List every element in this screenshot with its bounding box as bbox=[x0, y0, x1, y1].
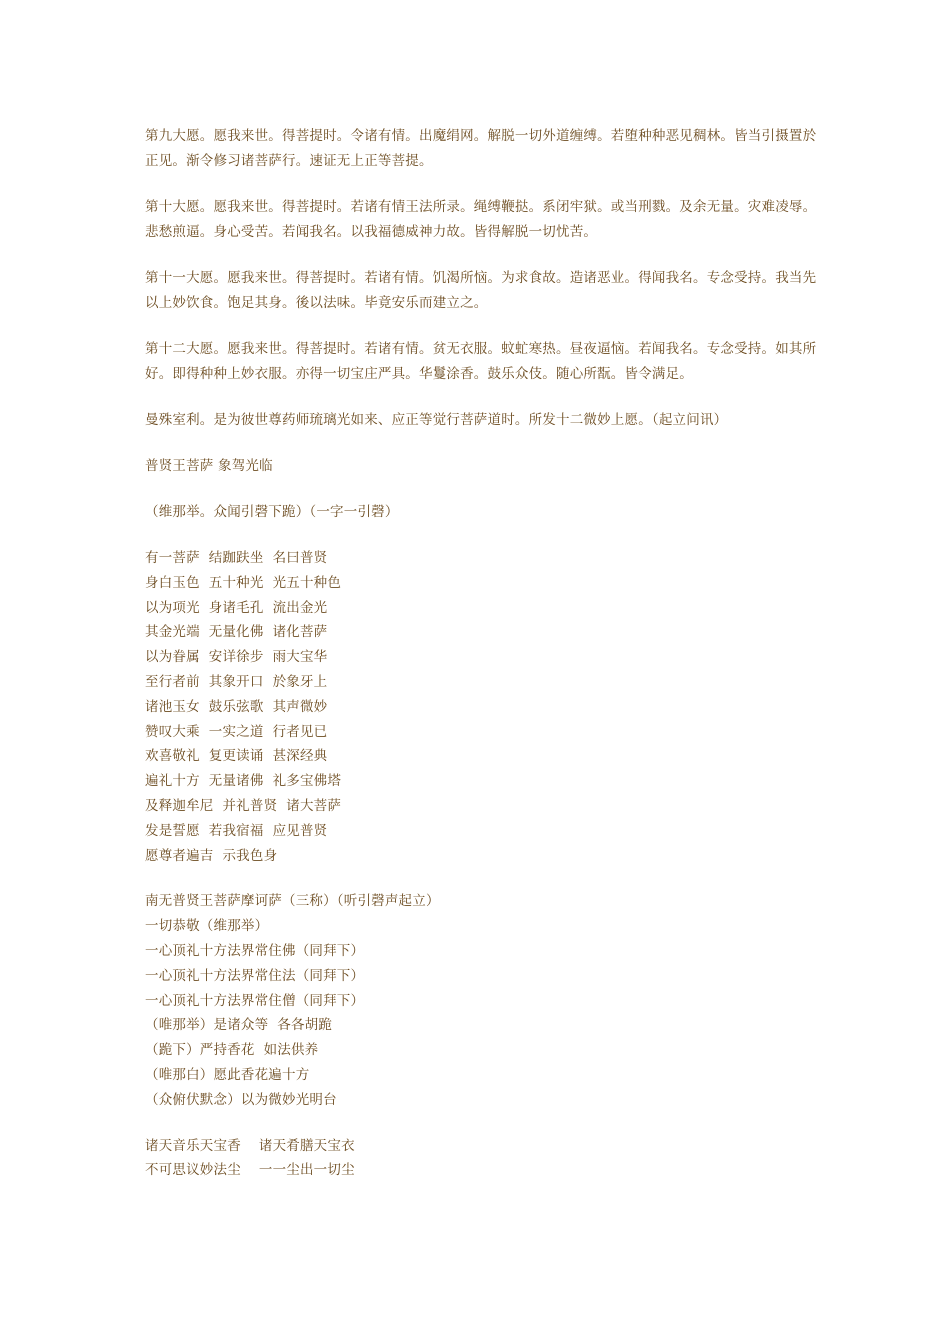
ritual-line: 南无普贤王菩萨摩诃萨（三称）（听引磬声起立） bbox=[145, 893, 440, 910]
verse-line: 以为眷属 安详徐步 雨大宝华 bbox=[145, 649, 328, 666]
ritual-line: （众俯伏默念）以为微妙光明台 bbox=[145, 1091, 337, 1108]
ritual-instruction: （维那举。众闻引磬下跪）（一字一引磬） bbox=[145, 504, 399, 520]
verse-line: 愿尊者遍吉 示我色身 bbox=[145, 847, 278, 864]
vow-eleventh-paragraph: 第十一大愿。愿我来世。得菩提时。若诸有情。饥渴所恼。为求食故。造诸恶业。得闻我名。专念受持。我当先以上妙饮食。饱足其身。後以法味。毕竟安乐而建立之。 bbox=[145, 270, 817, 311]
ritual-line: 一心顶礼十方法界常住僧（同拜下） bbox=[145, 992, 365, 1009]
verse-line: 身白玉色 五十种光 光五十种色 bbox=[145, 574, 342, 591]
ritual-line: （跪下）严持香花 如法供养 bbox=[145, 1042, 319, 1059]
ritual-line: （唯那白）愿此香花遍十方 bbox=[145, 1066, 310, 1083]
verse-line: 发是誓愿 若我宿福 应见普贤 bbox=[145, 822, 328, 839]
vow-tenth-paragraph: 第十大愿。愿我来世。得菩提时。若诸有情王法所录。绳缚鞭挞。系闭牢狱。或当刑戮。及余无量。灾难凌辱。悲愁煎逼。身心受苦。若闻我名。以我福德威神力故。皆得解脱一切忧苦。 bbox=[145, 199, 817, 240]
vow-ninth-paragraph: 第九大愿。愿我来世。得菩提时。令诸有情。出魔绢网。解脱一切外道缠缚。若堕种种恶见稠林。皆当引摄置於正见。渐令修习诸菩萨行。速证无上正等菩提。 bbox=[145, 128, 817, 169]
ritual-line: 一心顶礼十方法界常住佛（同拜下） bbox=[145, 942, 365, 959]
verse-line: 有一菩萨 结跏趺坐 名曰普贤 bbox=[145, 550, 328, 566]
verse-line: 其金光端 无量化佛 诸化菩萨 bbox=[145, 624, 328, 641]
ritual-line: （唯那举）是诸众等 各各胡跪 bbox=[145, 1017, 333, 1034]
verse-line: 诸池玉女 鼓乐弦歌 其声微妙 bbox=[145, 698, 328, 715]
verse-line: 至行者前 其象开口 於象牙上 bbox=[145, 673, 328, 690]
ritual-line: 一切恭敬（维那举） bbox=[145, 918, 269, 935]
verse-line: 及释迦牟尼 并礼普贤 诸大菩萨 bbox=[145, 797, 342, 814]
section-heading: 普贤王菩萨 象驾光临 bbox=[145, 458, 273, 474]
verse-line: 赞叹大乘 一实之道 行者见已 bbox=[145, 723, 328, 740]
vow-twelfth-paragraph: 第十二大愿。愿我来世。得菩提时。若诸有情。贫无衣服。蚊虻寒热。昼夜逼恼。若闻我名。专念受持。如其所好。即得种种上妙衣服。亦得一切宝庄严具。华鬘涂香。鼓乐众伎。随心所翫。皆令满足。 bbox=[145, 341, 817, 382]
verse-block bbox=[145, 546, 820, 868]
offering-line: 不可思议妙法尘 一一尘出一切尘 bbox=[145, 1162, 355, 1179]
scripture-page bbox=[145, 124, 820, 1204]
ritual-block bbox=[145, 889, 820, 1112]
offering-line: 诸天音乐天宝香 诸天肴膳天宝衣 bbox=[145, 1137, 355, 1154]
verse-line: 以为项光 身诸毛孔 流出金光 bbox=[145, 599, 328, 616]
offering-verse-block bbox=[145, 1134, 820, 1184]
ritual-line: 一心顶礼十方法界常住法（同拜下） bbox=[145, 967, 365, 984]
closing-paragraph: 曼殊室利。是为彼世尊药师琉璃光如来、应正等觉行菩萨道时。所发十二微妙上愿。（起立问讯） bbox=[145, 412, 728, 428]
verse-line: 欢喜敬礼 复更读诵 甚深经典 bbox=[145, 748, 328, 765]
verse-line: 遍礼十方 无量诸佛 礼多宝佛塔 bbox=[145, 773, 342, 790]
